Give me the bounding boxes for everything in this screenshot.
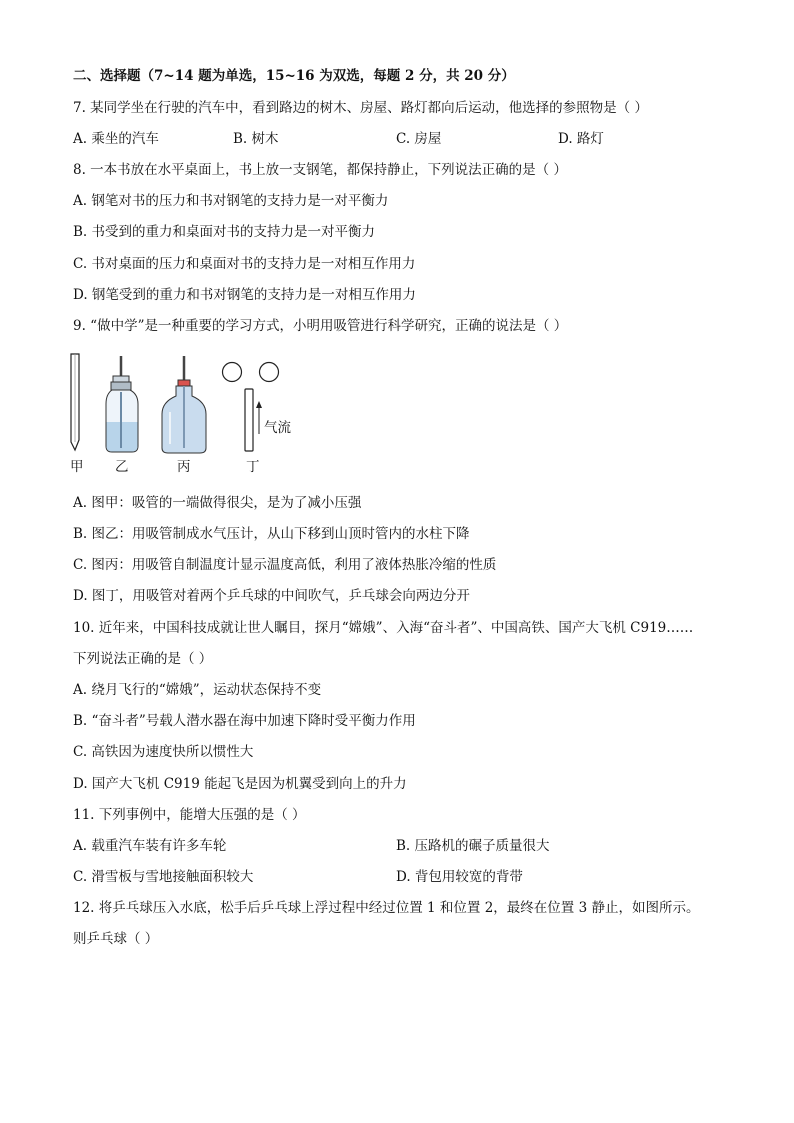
straw-ding xyxy=(245,389,253,451)
question-10-option-b: B. “奋斗者”号载人潜水器在海中加速下降时受平衡力作用 xyxy=(73,713,416,729)
question-10-stem-line1: 10. 近年来，中国科技成就让世人瞩目，探月“嫦娥”、入海“奋斗者”、中国高铁、国产大飞机 C919…… xyxy=(73,620,694,636)
question-7-option-b: B. 树木 xyxy=(233,131,279,147)
question-8-option-d: D. 钢笔受到的重力和书对钢笔的支持力是一对相互作用力 xyxy=(73,287,416,303)
question-11-option-a: A. 载重汽车装有许多车轮 xyxy=(73,838,227,854)
ping-pong-ding-drawing xyxy=(223,363,279,452)
thermometer-bing-drawing xyxy=(162,356,206,453)
question-7-stem: 7. 某同学坐在行驶的汽车中，看到路边的树木、房屋、路灯都向后运动，他选择的参照物是（ ） xyxy=(73,100,648,116)
ping-pong-ball-left xyxy=(223,363,242,382)
barometer-yi-drawing xyxy=(106,356,138,452)
question-10-option-a: A. 绕月飞行的“嫦娥”，运动状态保持不变 xyxy=(73,682,322,698)
question-10-option-d: D. 国产大飞机 C919 能起飞是因为机翼受到向上的升力 xyxy=(73,776,407,792)
question-8-option-b: B. 书受到的重力和桌面对书的支持力是一对平衡力 xyxy=(73,224,376,240)
straw-experiment-figure xyxy=(68,352,308,482)
straw-jia-drawing xyxy=(71,354,79,450)
question-11-option-b: B. 压路机的碾子质量很大 xyxy=(396,838,550,854)
question-10-stem-line2: 下列说法正确的是（ ） xyxy=(73,651,213,667)
ping-pong-ball-right xyxy=(260,363,279,382)
figure-label-bing: 丙 xyxy=(177,459,191,475)
question-11-option-c: C. 滑雪板与雪地接触面积较大 xyxy=(73,869,254,885)
section-title: 二、选择题（7~14 题为单选，15~16 为双选，每题 2 分，共 20 分） xyxy=(73,68,515,84)
question-9-option-d: D. 图丁，用吸管对着两个乒乓球的中间吹气，乒乓球会向两边分开 xyxy=(73,588,470,604)
figure-label-yi: 乙 xyxy=(115,459,129,475)
question-10-option-c: C. 高铁因为速度快所以惯性大 xyxy=(73,744,254,760)
figure-label-ding: 丁 xyxy=(246,459,260,475)
question-8-option-a: A. 钢笔对书的压力和书对钢笔的支持力是一对平衡力 xyxy=(73,193,389,209)
question-11-option-d: D. 背包用较宽的背带 xyxy=(396,869,523,885)
question-9-stem: 9. “做中学”是一种重要的学习方式，小明用吸管进行科学研究，正确的说法是（ ） xyxy=(73,318,568,334)
question-9-option-a: A. 图甲：吸管的一端做得很尖，是为了减小压强 xyxy=(73,495,362,511)
question-8-option-c: C. 书对桌面的压力和桌面对书的支持力是一对相互作用力 xyxy=(73,256,416,272)
question-7-option-d: D. 路灯 xyxy=(558,131,604,147)
question-12-stem-line1: 12. 将乒乓球压入水底，松手后乒乓球上浮过程中经过位置 1 和位置 2，最终在位置 3 静止，如图所示。 xyxy=(73,900,700,916)
airflow-label: 气流 xyxy=(264,420,291,436)
question-9-option-c: C. 图丙：用吸管自制温度计显示温度高低，利用了液体热胀冷缩的性质 xyxy=(73,557,497,573)
question-8-stem: 8. 一本书放在水平桌面上，书上放一支钢笔，都保持静止，下列说法正确的是（ ） xyxy=(73,162,567,178)
question-7-option-c: C. 房屋 xyxy=(396,131,442,147)
question-12-stem-line2: 则乒乓球（ ） xyxy=(73,931,159,947)
figure-label-jia: 甲 xyxy=(70,459,84,475)
question-7-option-a: A. 乘坐的汽车 xyxy=(73,131,159,147)
question-11-stem: 11. 下列事例中，能增大压强的是（ ） xyxy=(73,807,306,823)
question-9-option-b: B. 图乙：用吸管制成水气压计，从山下移到山顶时管内的水柱下降 xyxy=(73,526,470,542)
